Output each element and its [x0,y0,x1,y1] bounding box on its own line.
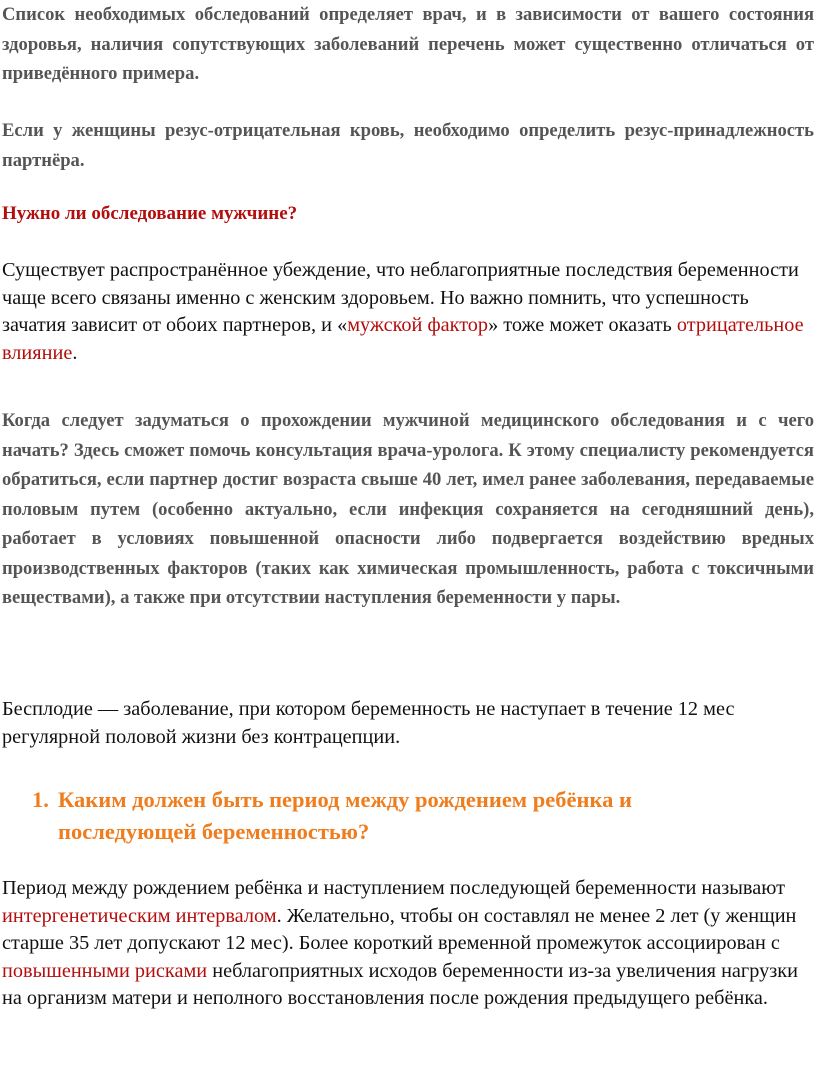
link-negative-influence[interactable]: отрицательное влияние [2,314,804,364]
list-number: 1. [32,787,49,812]
heading-pregnancy-interval [32,784,792,848]
paragraph-urologist: Когда следует задуматься о прохождении мужчиной медицинского обследования и с чего начать? Здесь сможет помочь консультация врача-уролога. К этому специалисту рекомендуется обратиться, если партнер достиг возраста свыше 40 лет, имел ранее заболевания, передаваемые половым путем (особенно актуально, если инфекция сохраняется на сегодняшний день), работает в условиях повышенной опасности либо подвергается воздействию вредных производственных факторов (таких как химическая промышленность, работа с токсичными веществами), а также при отсутствии наступления беременности у пары. [2,410,814,608]
paragraph-male-factor [2,257,814,367]
link-intergenetic-interval[interactable]: интергенетическим интервалом [2,904,277,927]
link-male-factor[interactable]: мужской фактор [347,314,489,336]
paragraph-rh-factor: Если у женщины резус-отрицательная кровь, необходимо определить резус-принадлежность партнёра. [2,120,814,171]
paragraph-intergenetic-interval [2,875,814,1013]
text-segment: Период между рождением ребёнка и наступлением последующей беременности называют [2,877,785,899]
heading-men-exam: Нужно ли обследование мужчине? [2,203,298,224]
text-segment: . Желательно, чтобы он составлял не менее 2 лет (у женщин старше 35 лет допускают 12 мес). Более короткий временной промежуток ассоциирован с [2,904,797,954]
link-increased-risks[interactable]: повышенными рисками [2,959,208,982]
paragraph-infertility: Бесплодие — заболевание, при котором беременность не наступает в течение 12 мес регулярной половой жизни без контрацепции. [2,698,735,748]
text-segment: » тоже может оказать [488,314,677,336]
text-segment: неблагоприятных исходов беременности из-за увеличения нагрузки на организм матери и неполного восстановления после рождения предыдущего ребёнка. [2,959,798,1009]
text-segment: . [72,341,78,364]
heading-line-2: последующей беременностью? [58,819,370,844]
text-segment: Существует распространённое убеждение, что неблагоприятные последствия беременности чаще всего связаны именно с женским здоровьем. Но важно помнить, что успешность зачатия зависит от обоих партнеров, и « [2,259,799,336]
heading-line-1: Каким должен быть период между рождением ребёнка и [58,787,632,812]
paragraph-exam-list: Список необходимых обследований определяет врач, и в зависимости от вашего состояния здоровья, наличия сопутствующих заболеваний перечень может существенно отличаться от приведённого примера. [2,4,814,84]
